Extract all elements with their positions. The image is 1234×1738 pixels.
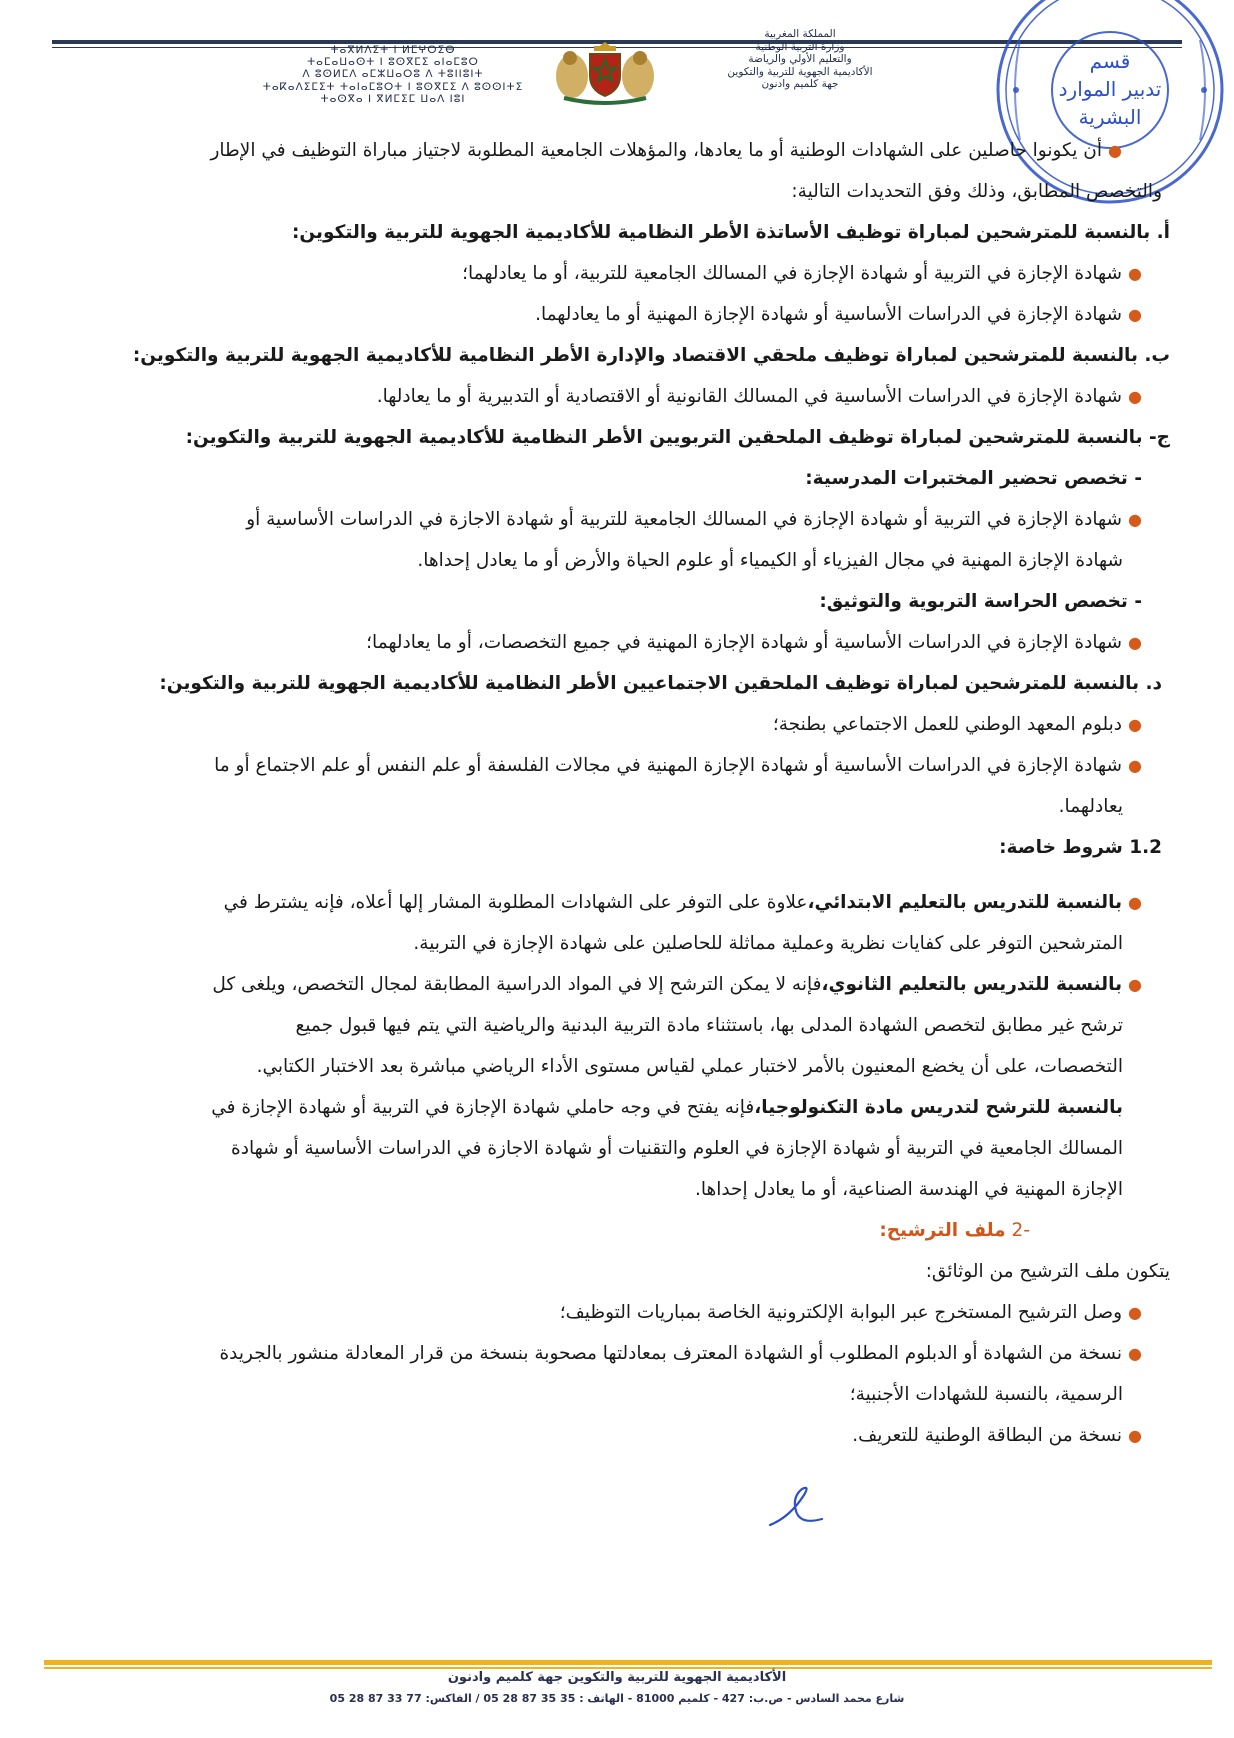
list-item xyxy=(90,704,1170,745)
special-conditions-heading xyxy=(90,827,1170,868)
bullet-icon: ● xyxy=(1128,1303,1142,1322)
list-item xyxy=(90,622,1170,663)
text-line: يعادلهما. xyxy=(1058,796,1123,817)
text-line: المسالك الجامعية في التربية أو شهادة الإجازة في العلوم والتقنيات أو شهادة الاجازة في الدراسات الأساسية أو شهادة xyxy=(231,1138,1123,1159)
bullet-icon: ● xyxy=(1128,715,1142,734)
heading-text: - تخصص تحضير المختبرات المدرسية: xyxy=(805,468,1142,489)
bullet-icon: ● xyxy=(1128,756,1142,775)
text-line: شهادة الإجازة في الدراسات الأساسية أو شهادة الإجازة المهنية أو ما يعادلهما. xyxy=(535,304,1123,325)
list-item-cont xyxy=(90,540,1170,581)
list-item xyxy=(90,253,1170,294)
bullet-icon: ● xyxy=(1128,1426,1142,1445)
bullet-icon: ● xyxy=(1128,264,1142,283)
stamp-text-line: قسم xyxy=(1089,49,1131,73)
text-line: شهادة الإجازة في التربية أو شهادة الإجازة في المسالك الجامعية للتربية، أو ما يعادلهما؛ xyxy=(462,263,1123,284)
paragraph-cont xyxy=(90,1046,1170,1087)
tifinagh-line: ⵜⴰⵎⴰⵡⴰⵙⵜ ⵏ ⵓⵙⴳⵎⵉ ⴰⵏⴰⵎⵓⵔ xyxy=(307,56,479,69)
text-line: ترشح غير مطابق لتخصص الشهادة المدلى بها، باستثناء مادة التربية البدنية والرياضية التي يتم فيها قبول جميع xyxy=(295,1015,1123,1036)
header-arabic-block xyxy=(700,28,900,91)
tifinagh-line: ⵜⴰⴳⵍⴷⵉⵜ ⵏ ⵍⵎⵖⵔⵉⴱ xyxy=(330,44,456,56)
text-line: نسخة من البطاقة الوطنية للتعريف. xyxy=(852,1425,1123,1446)
text-line: علاوة على التوفر على الشهادات المطلوبة المشار إلها أعلاه، فإنه يشترط في xyxy=(223,892,808,913)
heading-number: -2 xyxy=(1011,1220,1030,1241)
paragraph-primary xyxy=(90,882,1170,923)
list-item xyxy=(90,294,1170,335)
section-a-heading xyxy=(90,212,1170,253)
text-line: شهادة الإجازة في التربية أو شهادة الإجازة في المسالك الجامعية للتربية أو شهادة الاجازة في الدراسات الأساسية أو xyxy=(246,509,1123,530)
header-tifinagh-block xyxy=(248,44,538,105)
list-item xyxy=(90,376,1170,417)
text-line: أن يكونوا حاصلين على الشهادات الوطنية أو ما يعادها، والمؤهلات الجامعية المطلوبة لاجتياز مباراة التوظيف في الإطار xyxy=(210,140,1103,161)
bullet-icon: ● xyxy=(1108,141,1122,160)
arabic-header-line: جهة كلميم وادنون xyxy=(761,78,839,90)
text-line: فإنه لا يمكن الترشح إلا في المواد الدراسية المطابقة لمجال التخصص، ويلغى كل xyxy=(212,974,822,995)
arabic-header-line: الأكاديمية الجهوية للتربية والتكوين xyxy=(727,65,873,78)
heading-text: - تخصص الحراسة التربوية والتوثيق: xyxy=(819,591,1142,612)
signature-icon xyxy=(762,1485,832,1535)
arabic-header-line: المملكة المغربية xyxy=(764,28,836,40)
list-item xyxy=(90,1333,1170,1374)
footer-rule xyxy=(44,1660,1212,1665)
arabic-header-line: وزارة التربية الوطنية xyxy=(755,40,845,53)
heading-text: ملف الترشيح: xyxy=(879,1220,1006,1241)
tifinagh-line: ⴷ ⵓⵙⵍⵎⴷ ⴰⵎⵣⵡⴰⵔⵓ ⴷ ⵜⵓⵏⵏⵓⵏⵜ xyxy=(302,68,484,81)
paragraph-cont xyxy=(90,1128,1170,1169)
text-line: يتكون ملف الترشيح من الوثائق: xyxy=(925,1261,1170,1282)
stamp-text-line: البشرية xyxy=(1078,105,1142,129)
bullet-icon: ● xyxy=(1128,893,1142,912)
text-line: شهادة الإجازة في الدراسات الأساسية أو شهادة الإجازة المهنية في مجالات الفلسفة أو علم النفس أو علم الاجتماع أو ما xyxy=(214,755,1123,776)
paragraph-technology xyxy=(90,1087,1170,1128)
list-item xyxy=(90,499,1170,540)
list-item-cont xyxy=(90,786,1170,827)
bullet-icon: ● xyxy=(1128,633,1142,652)
text-line: المترشحين التوفر على كفايات نظرية وعملية مماثلة للحاصلين على شهادة الإجازة في التربية. xyxy=(413,933,1123,954)
text-line: فإنه يفتح في وجه حاملي شهادة الإجازة في التربية أو شهادة الإجازة في xyxy=(211,1097,755,1118)
text-line: الرسمية، بالنسبة للشهادات الأجنبية؛ xyxy=(849,1384,1123,1405)
paragraph-cont xyxy=(90,923,1170,964)
heading-text: 1.2 شروط خاصة: xyxy=(999,837,1162,858)
arabic-header-line: والتعليم الأولي والرياضة xyxy=(748,53,852,65)
subsection-heading xyxy=(90,458,1170,499)
bullet-icon: ● xyxy=(1128,305,1142,324)
paragraph-secondary xyxy=(90,964,1170,1005)
candidacy-file-intro xyxy=(90,1251,1170,1292)
tifinagh-line: ⵜⴰⵙⴳⴰ ⵏ ⴳⵍⵎⵉⵎ ⵡⴰⴷ ⵏⵓⵏ xyxy=(320,92,466,105)
intro-paragraph-cont xyxy=(90,171,1170,212)
text-line: شهادة الإجازة المهنية في مجال الفيزياء أو الكيمياء أو علوم الحياة والأرض أو ما يعادل إحداها. xyxy=(417,550,1123,571)
candidacy-file-heading xyxy=(90,1210,1170,1251)
tifinagh-line: ⵜⴰⴽⴰⴷⵉⵎⵉⵜ ⵜⴰⵏⴰⵎⵓⵔⵜ ⵏ ⵓⵙⴳⵎⵉ ⴷ ⵓⵙⵙⵏⵜⵉ xyxy=(262,80,524,93)
text-line: الإجازة المهنية في الهندسة الصناعية، أو ما يعادل إحداها. xyxy=(694,1179,1123,1200)
heading-text: ب. بالنسبة للمترشحين لمباراة توظيف ملحقي الاقتصاد والإدارة الأطر النظامية للأكاديمية الجهوية للتربية والتكوين: xyxy=(132,345,1170,366)
text-bold: بالنسبة للترشح لتدريس مادة التكنولوجيا، xyxy=(754,1097,1123,1118)
text-bold: بالنسبة للتدريس بالتعليم الثانوي، xyxy=(821,974,1123,995)
list-item xyxy=(90,745,1170,786)
document-body xyxy=(90,130,1170,1456)
stamp-text-line: تدبير الموارد xyxy=(1058,77,1162,101)
text-line: دبلوم المعهد الوطني للعمل الاجتماعي بطنجة؛ xyxy=(772,714,1123,735)
paragraph-cont xyxy=(90,1169,1170,1210)
list-item-cont xyxy=(90,1374,1170,1415)
bullet-icon: ● xyxy=(1128,975,1142,994)
intro-paragraph xyxy=(90,130,1170,171)
text-line: شهادة الإجازة في الدراسات الأساسية أو شهادة الإجازة المهنية في جميع التخصصات، أو ما يعادلهما؛ xyxy=(366,632,1123,653)
footer-address: شارع محمد السادس - ص.ب: 427 - كلميم 81000 - الهاتف : 35 35 87 28 05 / الفاكس: 77 33 87 28 05 xyxy=(329,1692,905,1705)
subsection-heading xyxy=(90,581,1170,622)
list-item xyxy=(90,1415,1170,1456)
text-line: نسخة من الشهادة أو الدبلوم المطلوب أو الشهادة المعترف بمعادلتها مصحوبة بنسخة من قرار المعادلة منشور بالجريدة xyxy=(219,1343,1123,1364)
paragraph-cont xyxy=(90,1005,1170,1046)
footer-title: الأكاديمية الجهوية للتربية والتكوين جهة كلميم وادنون xyxy=(447,1670,787,1685)
text-line: شهادة الإجازة في الدراسات الأساسية في المسالك القانونية أو الاقتصادية أو التدبيرية أو ما يعادلها. xyxy=(376,386,1123,407)
section-d-heading xyxy=(90,663,1170,704)
heading-text: أ. بالنسبة للمترشحين لمباراة توظيف الأساتذة الأطر النظامية للأكاديمية الجهوية للتربية والتكوين: xyxy=(292,222,1170,243)
bullet-icon: ● xyxy=(1128,510,1142,529)
section-b-heading xyxy=(90,335,1170,376)
coat-of-arms-icon xyxy=(550,38,660,106)
heading-text: ج- بالنسبة للمترشحين لمباراة توظيف الملحقين التربويين الأطر النظامية للأكاديمية الجهوية للتربية والتكوين: xyxy=(185,427,1170,448)
text-line: والتخصص المطابق، وذلك وفق التحديدات التالية: xyxy=(791,181,1162,202)
section-c-heading xyxy=(90,417,1170,458)
text-bold: بالنسبة للتدريس بالتعليم الابتدائي، xyxy=(807,892,1123,913)
heading-text: د. بالنسبة للمترشحين لمباراة توظيف الملحقين الاجتماعيين الأطر النظامية للأكاديمية الجهوية للتربية والتكوين: xyxy=(159,673,1162,694)
bullet-icon: ● xyxy=(1128,1344,1142,1363)
text-line: وصل الترشيح المستخرج عبر البوابة الإلكترونية الخاصة بمباريات التوظيف؛ xyxy=(559,1302,1123,1323)
bullet-icon: ● xyxy=(1128,387,1142,406)
text-line: التخصصات، على أن يخضع المعنيون بالأمر لاختبار عملي لقياس مستوى الأداء الرياضي مباشرة بعد الاختبار الكتابي. xyxy=(256,1056,1123,1077)
list-item xyxy=(90,1292,1170,1333)
